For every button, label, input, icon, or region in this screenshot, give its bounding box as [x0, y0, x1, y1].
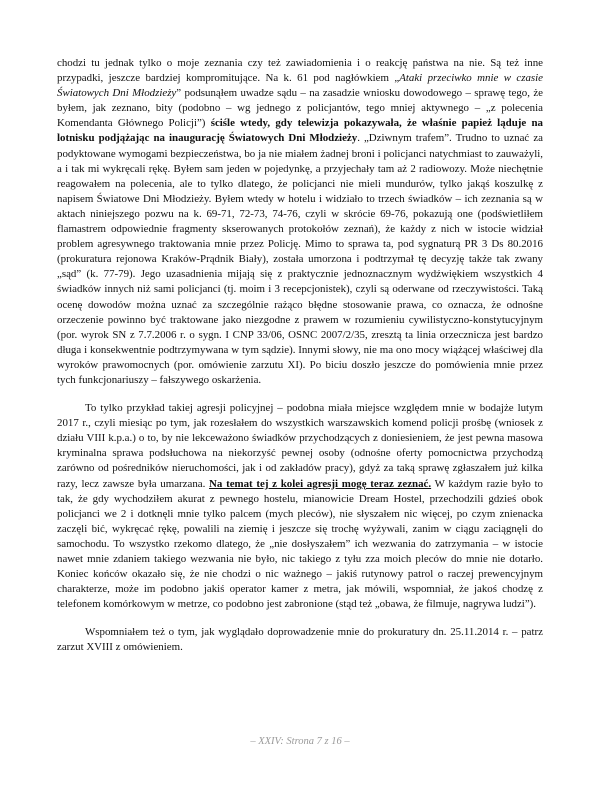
page-footer: – XXIV: Strona 7 z 16 –: [250, 736, 350, 747]
heading-quote-italic: Ataki przeciwko mnie w czasie Światowych Dni Młodzieży: [57, 72, 543, 100]
paragraph-1: [57, 56, 543, 388]
document-body: [57, 56, 543, 656]
paragraph-2: [57, 401, 543, 612]
paragraph-2-text-b: W każdym razie było to tak, że gdy wychodziłem akurat z pewnego hostelu, mianowicie Dream Hostel, przechodzili gdzieś obok policjanci we 2 i dotknęli mnie tylko palcem (mych pleców), nie słyszałem nic więcej, po czym znienacka zaczęli bić, wykręcać rękę, powalili na ziemię i jeszcze się trochę wyżywali, zanim w ciągu zaciągnęli do samochodu. To wszystko rzekomo dlatego, że „nie dosłyszałem” ich wezwania do zatrzymania – w istocie nawet mnie zdaniem takiego wezwania nie było, nic takiego z tyłu zza moich pleców do mnie nie dotarło. Koniec końców okazało się, że nie chodzi o nic ważnego – jakiś rutynowy patrol o raczej prewencyjnym charakterze, może im podobno jakiś operator kamer z metra, jak mówili, wspomniał, że jakoś chodzę z telefonem komórkowym w metrze, co podobno jest zabronione (stąd też „obawa, że filmuje, nagrywa ludzi”).: [57, 477, 543, 611]
paragraph-2-text-a: To tylko przykład takiej agresji policyjnej – podobna miała miejsce względem mnie w bodajże lutym 2017 r., czyli miesiąc po tym, jak rozesłałem do wszystkich warszawskich komend policji prośbę (wniosek z działu VIII k.p.a.) o to, by nie lekceważono świadków przychodzących z doniesieniem, że jest pewna masowa kryminalna sprawa podsłuchowa na niekorzyść pewnej osoby (odnośne oferty pomocnictwa przychodzą zarówno od pośredników nieruchomości, jak i od zakładów pracy), gdyż za taką sprawę zgłaszałem już kilka razy, lecz zawsze była umarzana.: [57, 402, 543, 490]
paragraph-1-text-c: . „Dziwnym trafem”. Trudno to uznać za podyktowane wymogami bezpieczeństwa, bo ja nie miałem żadnej broni i policjanci natychmiast to zauważyli, a i tak mi wykręcali rękę. Byłem sam jeden w pojedynkę, a przyjechały tam aż 2 radiowozy. Może niechętnie reagowałem na polecenia, ale to tylko dlatego, że policjanci nie mieli mundurów, tylko jakąś koszulkę z napisem Światowe Dni Młodzieży. Byłem wtedy w hotelu i widziało to trzech świadków – ich zeznania są w aktach niniejszego pozwu na k. 69-71, 72-73, 74-76, czyli w skrócie 69-76, pokazują one (podświetliłem flamastrem odpowiednie fragmenty skserowanych protokołów zeznań), że każdy z nich w istocie widział problem agresywnego traktowania mnie przez Policję. Mimo to sprawa ta, pod sygnaturą PR 3 Ds 80.2016 (prokuratura rejonowa Kraków-Prądnik Biały), została umorzona i podtrzymał tę decyzję także tak zwany „sąd” (k. 77-79). Jego uzasadnienia mijają się z praktycznie jednoznacznym wydźwiękiem wszystkich 4 świadków innych niż sami policjanci (tj. moim i 3 recepcjonistek), czyli są oderwane od rzeczywistości. Taką ocenę dowodów można uznać za szczególnie rażąco błędne stosowanie prawa, co oznacza, że odnośne orzeczenie powinno być traktowane jako niezgodne z prawem w rozumieniu cywilistyczno-konstytucyjnym (por. wyrok SN z 7.7.2006 r. o sygn. I CNP 33/06, OSNC 2007/2/35, zresztą ta linia orzecznicza jest bardzo długa i konsekwentnie podtrzymywana w tym sądzie). Innymi słowy, nie ma ono mocy wiążącej właściwej dla wyroków prawomocnych (por. omówienie zarzutu XI). Po biciu doszło jeszcze do pomówienia mnie przez tych funkcjonariuszy – fałszywego oskarżenia.: [57, 132, 543, 386]
paragraph-3-text: Wspomniałem też o tym, jak wyglądało doprowadzenie mnie do prokuratury dn. 25.11.2014 r. – patrz zarzut XVIII z omówieniem.: [57, 626, 543, 654]
bold-emphasis: ściśle wtedy, gdy telewizja pokazywała, że właśnie papież ląduje na lotnisku podjążając na inaugurację Światowych Dni Młodzieży: [57, 117, 543, 145]
underlined-bold-emphasis: Na temat tej z kolei agresji mogę teraz zeznać.: [209, 477, 432, 490]
paragraph-1-text-a: chodzi tu jednak tylko o moje zeznania czy też zawiadomienia i o reakcję państwa na nie. Są też inne przypadki, jeszcze bardziej kompromitujące. Na k. 61 pod nagłówkiem „: [57, 57, 543, 85]
paragraph-1-text-b: ” podsunąłem uwadze sądu – na zasadzie wniosku dowodowego – sprawę tego, że byłem, jak zeznano, bity (podobno – wg jednego z policjantów, tego mniej aktywnego – „z polecenia Komendanta Głównego Policji”): [57, 87, 543, 130]
paragraph-3: [57, 625, 543, 655]
